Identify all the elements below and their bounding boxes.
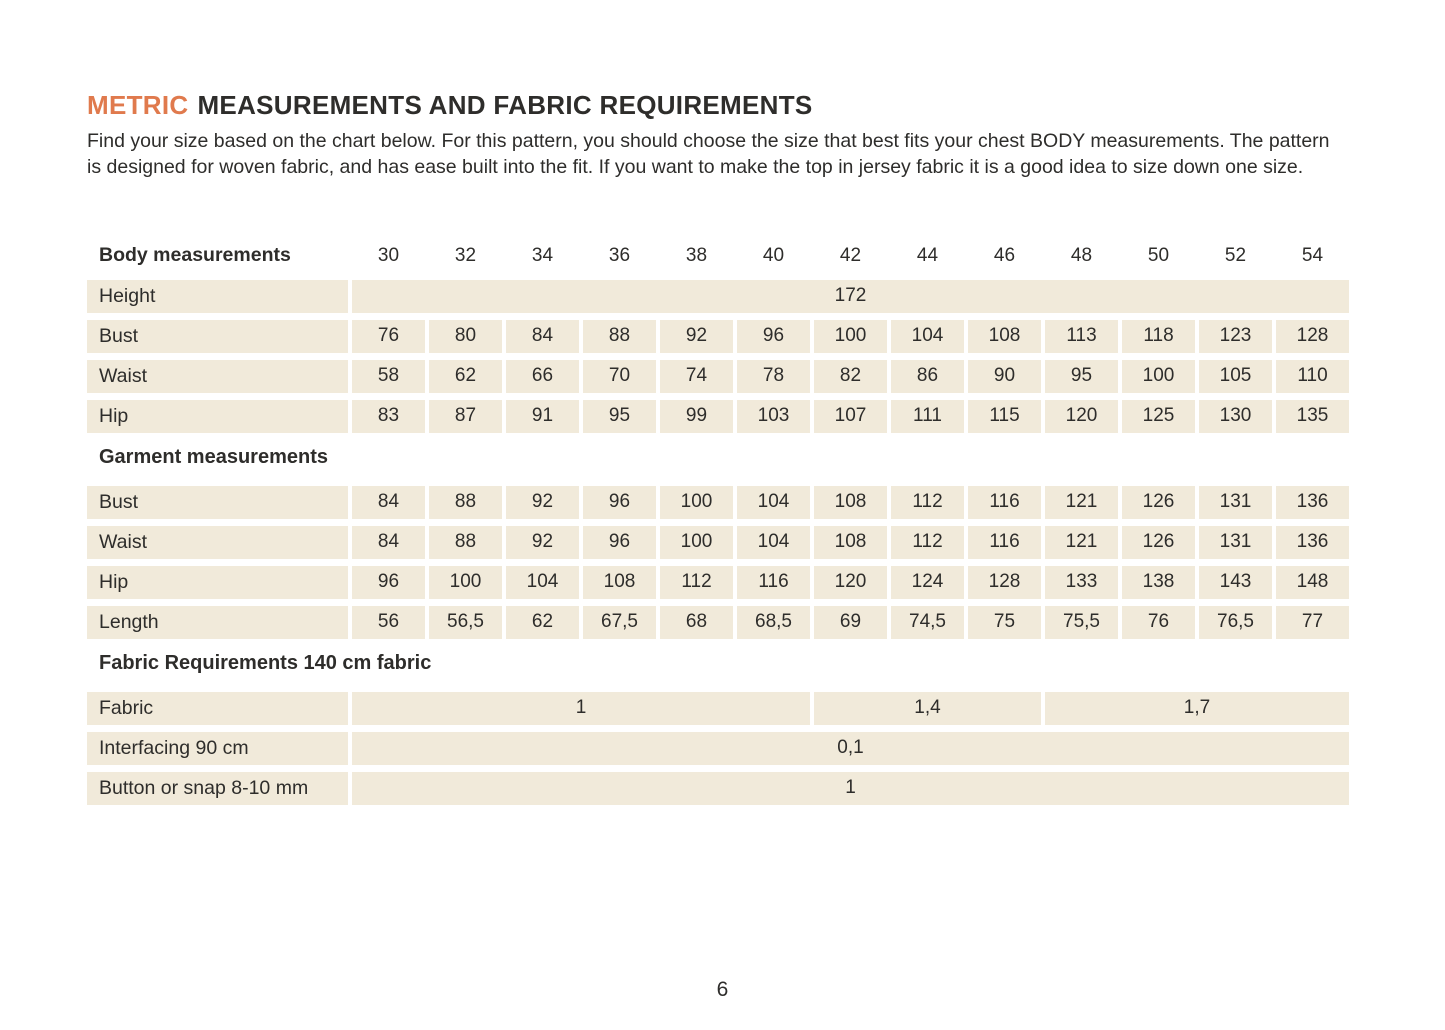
value-cell: 90 (968, 360, 1041, 393)
table-row (87, 606, 1349, 639)
value-cell: 130 (1199, 400, 1272, 433)
value-cell: 68 (660, 606, 733, 639)
value-cell: 133 (1045, 566, 1118, 599)
value-cell: 80 (429, 320, 502, 353)
garment-measurements-rows (87, 486, 1349, 639)
value-cell: 105 (1199, 360, 1272, 393)
value-cell: 118 (1122, 320, 1195, 353)
value-cell: 75,5 (1045, 606, 1118, 639)
value-cell: 99 (660, 400, 733, 433)
row-label: Waist (87, 526, 348, 559)
value-cell: 111 (891, 400, 964, 433)
value-cell: 125 (1122, 400, 1195, 433)
size-column-header: 30 (377, 244, 400, 266)
merged-value-cell: 1 (352, 692, 810, 725)
size-column-header: 36 (608, 244, 631, 266)
value-cell: 91 (506, 400, 579, 433)
table-row (87, 526, 1349, 559)
merged-value-cell: 0,1 (352, 732, 1349, 765)
value-cell: 96 (583, 486, 656, 519)
row-label: Height (87, 280, 348, 313)
size-column-header: 34 (531, 244, 554, 266)
value-cell: 124 (891, 566, 964, 599)
value-cell: 100 (660, 526, 733, 559)
value-cell: 120 (1045, 400, 1118, 433)
row-label: Bust (87, 486, 348, 519)
merged-value-cell: 1,7 (1045, 692, 1349, 725)
table-header-label: Body measurements (99, 244, 291, 267)
value-cell: 104 (737, 486, 810, 519)
table-row (87, 692, 1349, 725)
size-column-header: 40 (762, 244, 785, 266)
value-cell: 116 (968, 486, 1041, 519)
value-cell: 108 (583, 566, 656, 599)
row-label: Hip (87, 400, 348, 433)
value-cell: 88 (429, 526, 502, 559)
fabric-requirements-rows (87, 692, 1349, 805)
garment-section-heading: Garment measurements (99, 446, 328, 469)
value-cell: 78 (737, 360, 810, 393)
value-cell: 131 (1199, 526, 1272, 559)
value-cell: 116 (737, 566, 810, 599)
intro-paragraph: Find your size based on the chart below. For this pattern, you should choose the size that best fits your chest BODY measurements. The pattern is designed for woven fabric, and has ease built into the fit. If you want to make the top in jersey fabric it is a good idea to size down one size. (87, 130, 1330, 178)
value-cell: 126 (1122, 486, 1195, 519)
value-cell: 100 (429, 566, 502, 599)
document-page (87, 90, 1349, 812)
size-column-header: 32 (454, 244, 477, 266)
merged-value-cell: 1 (352, 772, 1349, 805)
value-cell: 82 (814, 360, 887, 393)
value-cell: 66 (506, 360, 579, 393)
value-cell: 112 (660, 566, 733, 599)
value-cell: 121 (1045, 526, 1118, 559)
page-header (87, 90, 1349, 181)
size-column-header: 46 (993, 244, 1016, 266)
table-header-row (87, 241, 1349, 271)
value-cell: 128 (1276, 320, 1349, 353)
merged-value-cell: 172 (352, 280, 1349, 313)
value-cell: 108 (814, 526, 887, 559)
value-cell: 76 (352, 320, 425, 353)
row-label: Button or snap 8-10 mm (87, 772, 348, 805)
value-cell: 62 (506, 606, 579, 639)
value-cell: 113 (1045, 320, 1118, 353)
value-cell: 92 (660, 320, 733, 353)
value-cell: 104 (737, 526, 810, 559)
size-column-header: 44 (916, 244, 939, 266)
value-cell: 135 (1276, 400, 1349, 433)
value-cell: 96 (737, 320, 810, 353)
value-cell: 74,5 (891, 606, 964, 639)
row-label: Waist (87, 360, 348, 393)
value-cell: 67,5 (583, 606, 656, 639)
value-cell: 56 (352, 606, 425, 639)
table-row (87, 360, 1349, 393)
value-cell: 103 (737, 400, 810, 433)
table-row (87, 400, 1349, 433)
value-cell: 95 (1045, 360, 1118, 393)
value-cell: 138 (1122, 566, 1195, 599)
value-cell: 56,5 (429, 606, 502, 639)
size-column-header: 48 (1070, 244, 1093, 266)
value-cell: 100 (660, 486, 733, 519)
value-cell: 62 (429, 360, 502, 393)
size-column-header: 38 (685, 244, 708, 266)
value-cell: 84 (506, 320, 579, 353)
size-column-header: 52 (1224, 244, 1247, 266)
value-cell: 95 (583, 400, 656, 433)
page-title-rest: MEASUREMENTS AND FABRIC REQUIREMENTS (197, 90, 813, 120)
table-row (87, 732, 1349, 765)
value-cell: 96 (352, 566, 425, 599)
value-cell: 120 (814, 566, 887, 599)
size-column-header: 42 (839, 244, 862, 266)
value-cell: 68,5 (737, 606, 810, 639)
value-cell: 84 (352, 526, 425, 559)
value-cell: 75 (968, 606, 1041, 639)
value-cell: 136 (1276, 526, 1349, 559)
value-cell: 112 (891, 526, 964, 559)
value-cell: 128 (968, 566, 1041, 599)
value-cell: 104 (506, 566, 579, 599)
table-row (87, 486, 1349, 519)
page-number: 6 (716, 978, 729, 1001)
size-table (87, 241, 1349, 805)
body-measurements-rows (87, 280, 1349, 433)
value-cell: 110 (1276, 360, 1349, 393)
value-cell: 83 (352, 400, 425, 433)
row-label: Length (87, 606, 348, 639)
value-cell: 121 (1045, 486, 1118, 519)
row-label: Hip (87, 566, 348, 599)
value-cell: 107 (814, 400, 887, 433)
value-cell: 143 (1199, 566, 1272, 599)
value-cell: 76 (1122, 606, 1195, 639)
value-cell: 58 (352, 360, 425, 393)
value-cell: 88 (429, 486, 502, 519)
value-cell: 148 (1276, 566, 1349, 599)
value-cell: 92 (506, 486, 579, 519)
value-cell: 69 (814, 606, 887, 639)
value-cell: 112 (891, 486, 964, 519)
size-column-header: 54 (1301, 244, 1324, 266)
value-cell: 115 (968, 400, 1041, 433)
page-title-accent: METRIC (87, 90, 189, 120)
value-cell: 84 (352, 486, 425, 519)
value-cell: 96 (583, 526, 656, 559)
value-cell: 126 (1122, 526, 1195, 559)
value-cell: 92 (506, 526, 579, 559)
size-column-header: 50 (1147, 244, 1170, 266)
value-cell: 70 (583, 360, 656, 393)
value-cell: 76,5 (1199, 606, 1272, 639)
value-cell: 88 (583, 320, 656, 353)
value-cell: 87 (429, 400, 502, 433)
table-row (87, 772, 1349, 805)
value-cell: 116 (968, 526, 1041, 559)
value-cell: 131 (1199, 486, 1272, 519)
table-row (87, 566, 1349, 599)
row-label: Interfacing 90 cm (87, 732, 348, 765)
value-cell: 108 (814, 486, 887, 519)
row-label: Fabric (87, 692, 348, 725)
value-cell: 104 (891, 320, 964, 353)
value-cell: 108 (968, 320, 1041, 353)
merged-value-cell: 1,4 (814, 692, 1041, 725)
value-cell: 136 (1276, 486, 1349, 519)
value-cell: 77 (1276, 606, 1349, 639)
value-cell: 86 (891, 360, 964, 393)
value-cell: 100 (1122, 360, 1195, 393)
table-row (87, 320, 1349, 353)
row-label: Bust (87, 320, 348, 353)
page-title (87, 90, 1349, 121)
value-cell: 74 (660, 360, 733, 393)
value-cell: 100 (814, 320, 887, 353)
value-cell: 123 (1199, 320, 1272, 353)
table-row (87, 280, 1349, 313)
fabric-section-heading: Fabric Requirements 140 cm fabric (99, 652, 432, 675)
